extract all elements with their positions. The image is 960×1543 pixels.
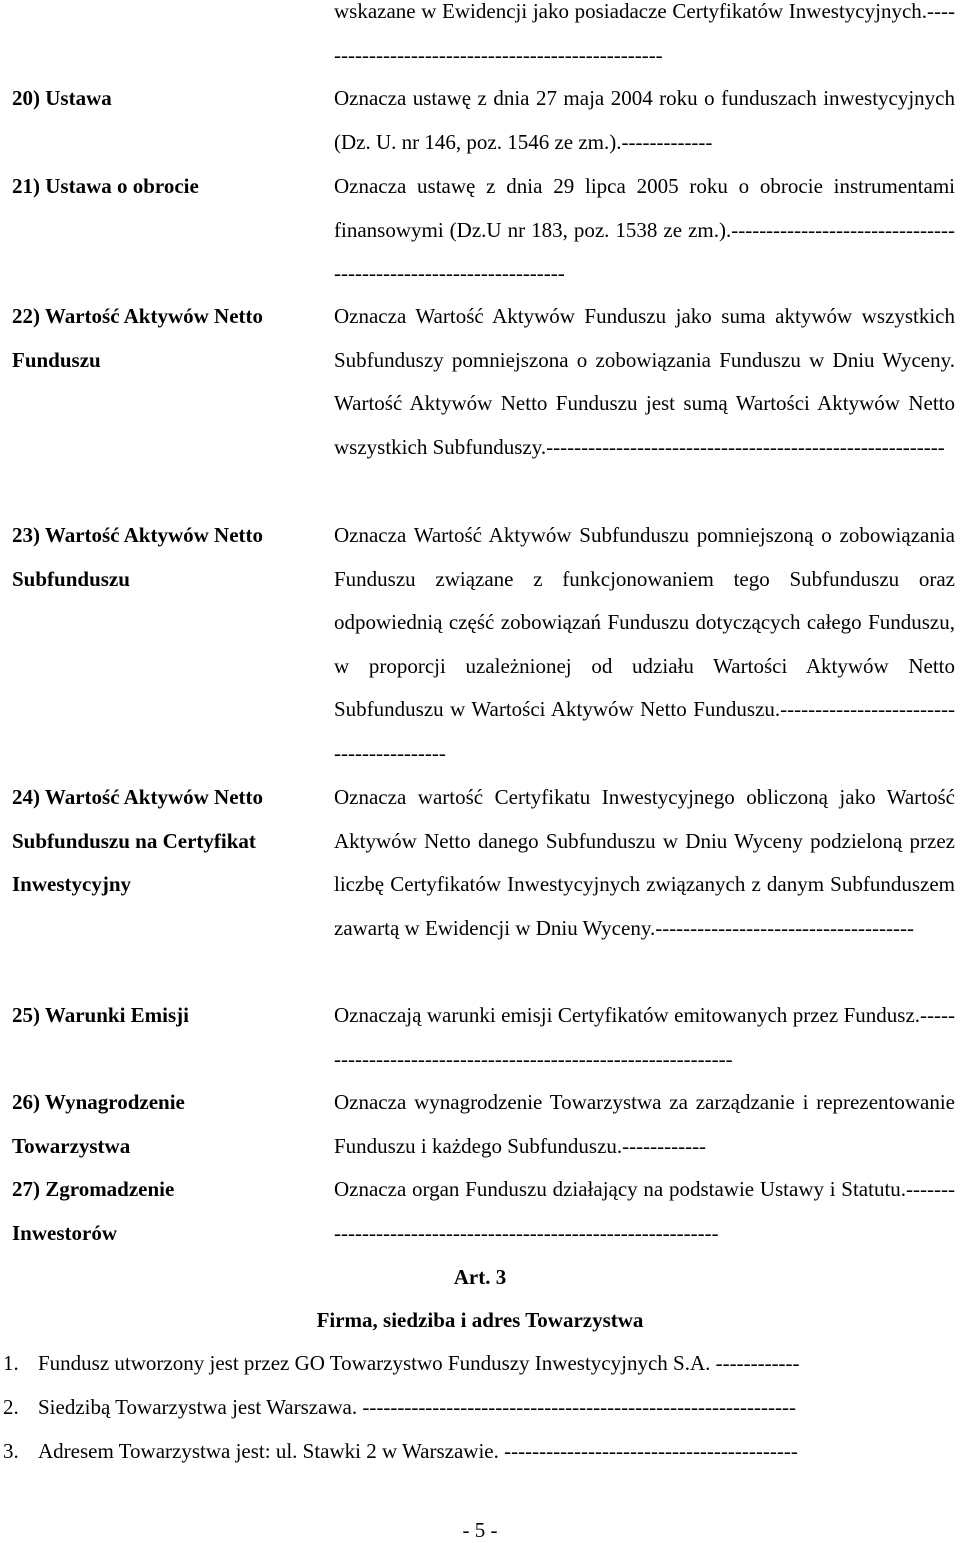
definition-text: Oznacza Wartość Aktywów Funduszu jako suma aktywów wszystkich Subfunduszy pomniejszona o zobowiązania Funduszu w Dniu Wyceny. Wartość Aktywów Netto Funduszu jest sumą Wartości Aktywów Netto wszystkich Subfunduszy.--------------------------------------------------------- [334, 304, 955, 459]
definition-text: Oznacza wynagrodzenie Towarzystwa za zarządzanie i reprezentowanie Funduszu i każdego Subfunduszu.------------ [334, 1090, 955, 1158]
definition-term: 21) Ustawa o obrocie [12, 174, 199, 198]
definition-text: Oznacza wartość Certyfikatu Inwestycyjnego obliczoną jako Wartość Aktywów Netto danego Subfunduszu w Dniu Wyceny podzieloną przez liczbę Certyfikatów Inwestycyjnych związanych z danym Subfunduszem zawartą w Ewidencji w Dniu Wyceny.------------------------------------- [334, 785, 955, 940]
definition-text: Oznacza organ Funduszu działający na podstawie Ustawy i Statutu.-------------------------------------------------------------- [334, 1177, 955, 1245]
definition-text: Oznacza ustawę z dnia 27 maja 2004 roku o funduszach inwestycyjnych (Dz. U. nr 146, poz. 1546 ze zm.).------------- [334, 86, 955, 154]
list-item-text: Siedzibą Towarzystwa jest Warszawa. -------------------------------------------------------------- [38, 1395, 796, 1419]
definition-term: 20) Ustawa [12, 86, 112, 110]
page-number: - 5 - [462, 1518, 498, 1542]
definition-term: 22) Wartość Aktywów Netto Funduszu [12, 304, 263, 372]
definition-term: 26) Wynagrodzenie Towarzystwa [12, 1090, 185, 1158]
definition-term: 23) Wartość Aktywów Netto Subfunduszu [12, 523, 263, 591]
definition-text: Oznacza ustawę z dnia 29 lipca 2005 roku o obrocie instrumentami finansowymi (Dz.U nr 183, poz. 1538 ze zm.).----------------------------------------------------------------- [334, 174, 955, 286]
list-item-number: 3. [3, 1439, 19, 1463]
list-item-number: 2. [3, 1395, 19, 1419]
list-item-number: 1. [3, 1351, 19, 1375]
definition-term: 27) Zgromadzenie Inwestorów [12, 1177, 175, 1245]
definition-text: Oznaczają warunki emisji Certyfikatów emitowanych przez Fundusz.-------------------------------------------------------------- [334, 1003, 955, 1071]
list-item-text: Fundusz utworzony jest przez GO Towarzystwo Funduszy Inwestycyjnych S.A. ------------ [38, 1351, 800, 1375]
article-title: Firma, siedziba i adres Towarzystwa [316, 1308, 644, 1332]
definition-text: wskazane w Ewidencji jako posiadacze Certyfikatów Inwestycyjnych.--------------------------------------------------- [334, 0, 955, 67]
article-number: Art. 3 [453, 1265, 507, 1289]
list-item-text: Adresem Towarzystwa jest: ul. Stawki 2 w Warszawie. ------------------------------------------ [38, 1439, 798, 1463]
definition-term: 25) Warunki Emisji [12, 1003, 189, 1027]
definition-text: Oznacza Wartość Aktywów Subfunduszu pomniejszoną o zobowiązania Funduszu związane z funkcjonowaniem tego Subfunduszu oraz odpowiednią część zobowiązań Funduszu dotyczących całego Funduszu, w proporcji uzależnionej od udziału Wartości Aktywów Netto Subfunduszu w Wartości Aktywów Netto Funduszu.----------------------------------------- [334, 523, 955, 765]
definition-term: 24) Wartość Aktywów Netto Subfunduszu na Certyfikat Inwestycyjny [12, 785, 263, 897]
